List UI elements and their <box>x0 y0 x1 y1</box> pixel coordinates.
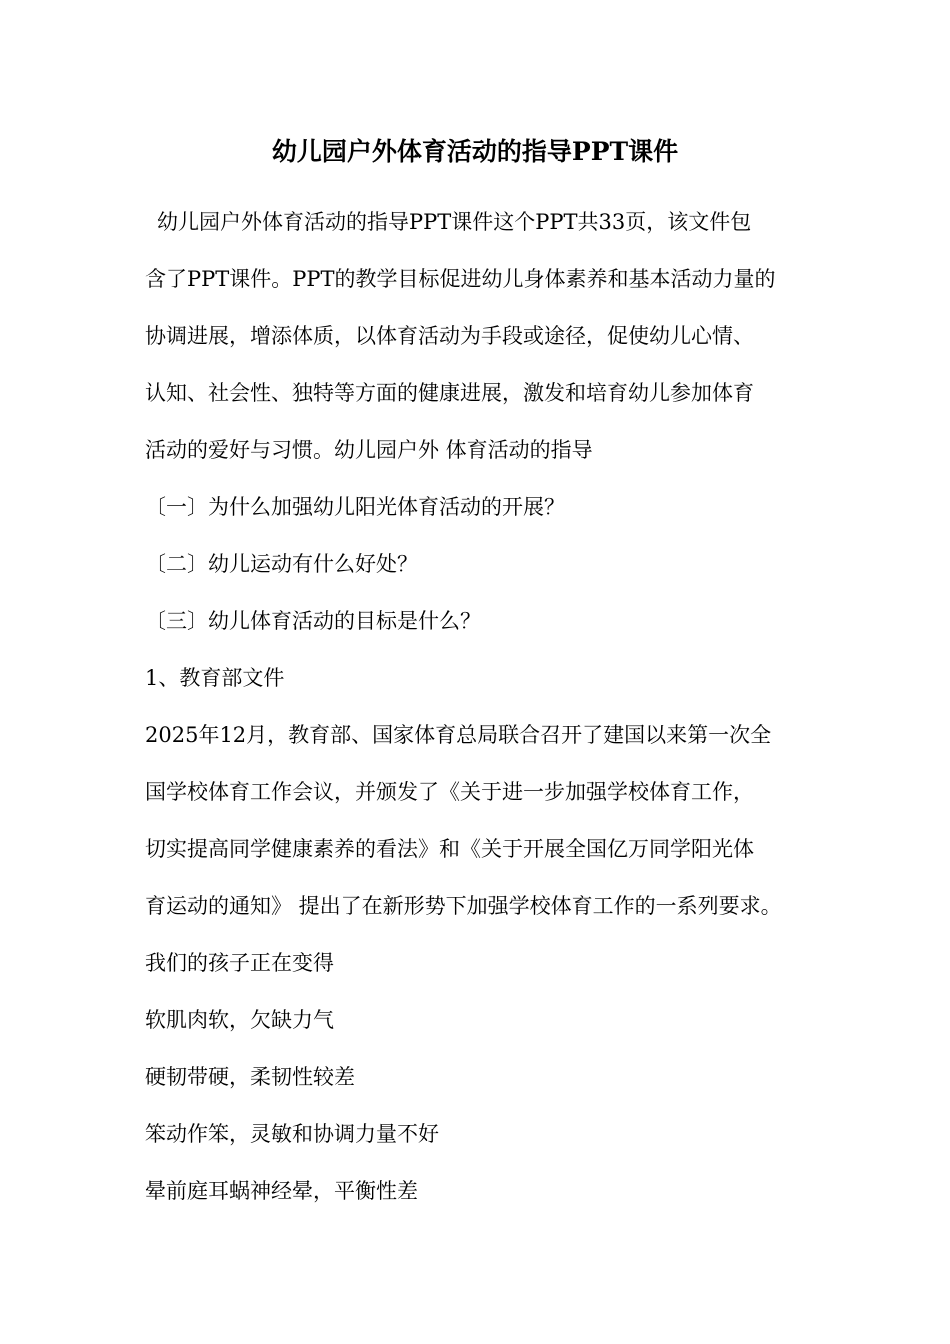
list-item-2: 硬韧带硬，柔韧性较差 <box>145 1065 355 1089</box>
paragraph-line-5: 活动的爱好与习惯。幼儿园户外 体育活动的指导 <box>145 438 593 462</box>
paragraph-line-3: 协调进展，增添体质，以体育活动为手段或途径，促使幼儿心情、 <box>145 324 754 348</box>
paragraph-line-1: 幼儿园户外体育活动的指导PPT课件这个PPT共33页，该文件包 <box>157 210 752 234</box>
paragraph-line-9: 育运动的通知》 提出了在新形势下加强学校体育工作的一系列要求。 <box>145 894 782 918</box>
list-intro: 我们的孩子正在变得 <box>145 951 334 975</box>
document-title: 幼儿园户外体育活动的指导PPT课件 <box>271 137 679 166</box>
section-heading: 1、教育部文件 <box>145 666 285 690</box>
paragraph-line-8: 切实提高同学健康素养的看法》和《关于开展全国亿万同学阳光体 <box>145 837 754 861</box>
question-line-1: 〔一〕为什么加强幼儿阳光体育活动的开展？ <box>145 495 565 519</box>
paragraph-line-4: 认知、社会性、独特等方面的健康进展，激发和培育幼儿参加体育 <box>145 381 754 405</box>
paragraph-line-2: 含了PPT课件。PPT的教学目标促进幼儿身体素养和基本活动力量的 <box>145 267 776 291</box>
paragraph-line-7: 国学校体育工作会议，并颁发了《关于进一步加强学校体育工作， <box>145 780 754 804</box>
question-line-3: 〔三〕幼儿体育活动的目标是什么？ <box>145 609 481 633</box>
list-item-1: 软肌肉软，欠缺力气 <box>145 1008 334 1032</box>
paragraph-line-6: 2025年12月，教育部、国家体育总局联合召开了建国以来第一次全 <box>145 723 772 747</box>
list-item-4: 晕前庭耳蜗神经晕，平衡性差 <box>145 1179 418 1203</box>
question-line-2: 〔二〕幼儿运动有什么好处？ <box>145 552 418 576</box>
list-item-3: 笨动作笨，灵敏和协调力量不好 <box>145 1122 439 1146</box>
